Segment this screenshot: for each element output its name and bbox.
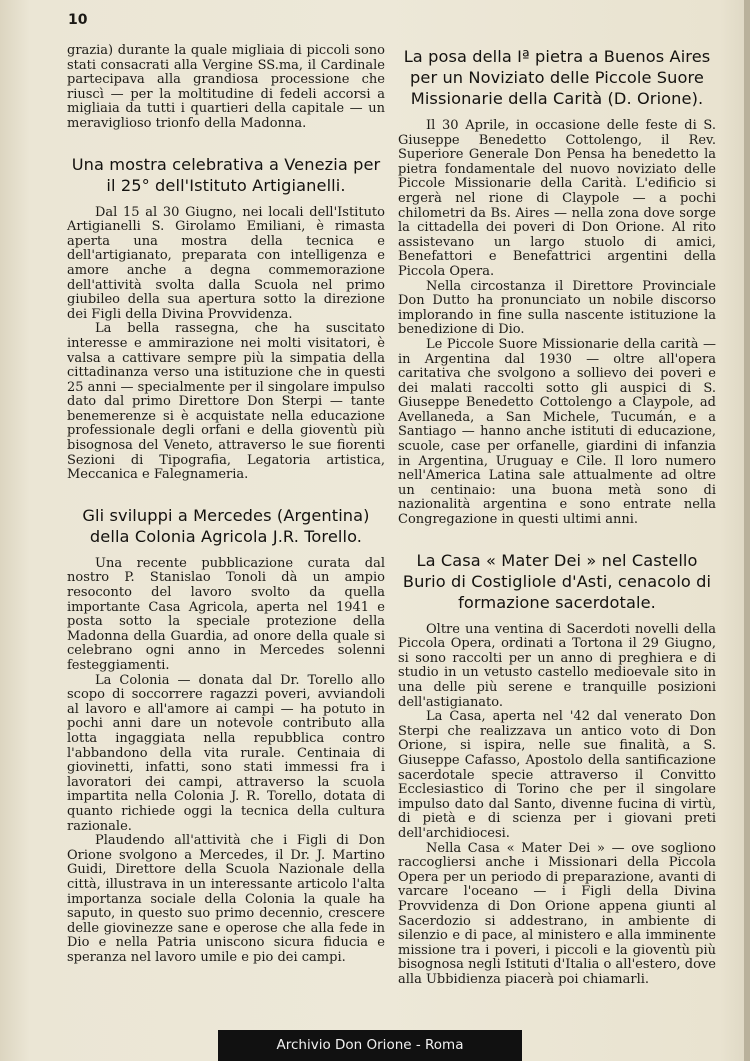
page-edge-shadow — [744, 0, 750, 1061]
article-venezia-paragraph: La bella rassegna, che ha suscitato interesse e ammirazione nei molti visitatori, è valsa a cattivare sempre più la simpatia della cittadinanza verso una istituzione che in questi 25 anni — specialmente per il singolare impulso dato dal primo Direttore Don Sterpi — tante benemerenze si è acquistate nella educazione professionale degli orfani e della gioventù più bisognosa del Veneto, attraverso le sue fiorenti Sezioni di Tipografia, Legatoria artistica, Meccanica e Falegnameria. — [67, 321, 386, 483]
page-number: 10 — [68, 12, 88, 28]
left-column — [67, 44, 385, 965]
intro-paragraph: grazia) durante la quale migliaia di piccoli sono stati consacrati alla Vergine SS.ma, il Cardinale partecipava alla grandiosa processione che riuscì — per la moltitudine di fedeli accorsi a migliaia da tutti i quartieri della capitale — un meraviglioso trionfo della Madonna. — [67, 43, 385, 131]
article-venezia-title: Una mostra celebrativa a Venezia per il 25° dell'Istituto Artigianelli. — [71, 154, 381, 195]
article-buenos-aires-paragraph: Le Piccole Suore Missionarie della carità — in Argentina dal 1930 — oltre all'opera caritativa che svolgono a sollievo dei poveri e dei malati raccolti sotto gli auspici di S. Giuseppe Benedetto Cottolengo a Claypole, ad Avellaneda, a San Michele, Tucumán, e a Santiago — hanno anche istituti di educazione, scuole, case per orfanelle, giardini di infanzia in Argentina, Uruguay e Cile. Il loro numero nell'America Latina sale attualmente ad oltre un centinaio: una buona metà sono di nazionalità argentina e sono entrate nella Congregazione in questi ultimi anni. — [398, 336, 716, 528]
article-mercedes-paragraph: Una recente pubblicazione curata dal nostro P. Stanislao Tonoli dà un ampio resoconto del lavoro svolto da quella importante Casa Agricola, aperta nel 1941 e posta sotto la speciale protezione della Madonna della Guardia, ad onore della quale si celebrano ogni anno in Mercedes solenni festeggiamenti. — [67, 555, 385, 673]
article-mater-dei-paragraph: La Casa, aperta nel '42 dal venerato Don Sterpi che realizzava un antico voto di Don Orione, si ispira, nelle sue finalità, a S. Giuseppe Cafasso, Apostolo della santificazione sacerdotale specie attraverso il Convitto Ecclesiastico di Torino che per il singolare impulso dato dal Santo, divenne fucina di virtù, di pietà e di scienza per i giovani preti dell'archidiocesi. — [398, 709, 716, 841]
article-mater-dei-paragraph: Nella Casa « Mater Dei » — ove sogliono raccogliersi anche i Missionari della Piccola Opera per un periodo di preparazione, avanti di varcare l'oceano — i Figli della Divina Provvidenza di Don Orione appena giunti al Sacerdozio si addestrano, in ambiente di silenzio e di pace, al ministero e alla imminente missione tra i poveri, i piccoli e la gioventù più bisognosa negli Istituti d'Italia o all'estero, dove alla Ubbidienza piacerà poi chiamarli. — [398, 840, 716, 987]
article-mercedes-paragraph: Plaudendo all'attività che i Figli di Don Orione svolgono a Mercedes, il Dr. J. Martino Guidi, Direttore della Scuola Nazionale della città, illustrava in un interessante articolo l'alta importanza sociale della Colonia la quale ha saputo, in questo suo primo decennio, crescere delle giovinezze sane e operose che alla fede in Dio e nella Patria uniscono sicura fiducia e speranza nel lavoro umile e pio dei campi. — [67, 833, 385, 965]
article-buenos-aires-paragraph: Nella circostanza il Direttore Provinciale Don Dutto ha pronunciato un nobile discorso implorando in fine sulla nascente istituzione la benedizione di Dio. — [398, 278, 716, 338]
right-column — [398, 46, 716, 987]
article-mercedes-paragraph: La Colonia — donata dal Dr. Torello allo scopo di soccorrere ragazzi poveri, avviandoli al lavoro e all'amore ai campi — ha potuto in pochi anni dare un notevole contributo alla lotta ingaggiata nella repubblica contro l'abbandono della vita rurale. Centinaia di giovinetti, infatti, sono stati immessi fra i lavoratori dei campi, attraverso la scuola impartita nella Colonia J. R. Torello, dotata di quanto richiede oggi la tecnica della cultura razionale. — [67, 672, 385, 834]
article-mater-dei-paragraph: Oltre una ventina di Sacerdoti novelli della Piccola Opera, ordinati a Tortona il 29 Giugno, si sono raccolti per un anno di preghiera e di studio in un vetusto castello medioevale sito in una delle più serene e tranquille posizioni dell'astigianato. — [398, 621, 716, 710]
article-mater-dei-title: La Casa « Mater Dei » nel Castello Burio di Costigliole d'Asti, cenacolo di formazione sacerdotale. — [402, 550, 712, 612]
archive-footer-label: Archivio Don Orione - Roma — [218, 1030, 522, 1061]
article-buenos-aires-title: La posa della Iª pietra a Buenos Aires per un Noviziato delle Piccole Suore Missionarie della Carità (D. Orione). — [403, 47, 711, 108]
article-mercedes-title: Gli sviluppi a Mercedes (Argentina) della Colonia Agricola J.R. Torello. — [82, 505, 370, 546]
article-buenos-aires-paragraph: Il 30 Aprile, in occasione delle feste di S. Giuseppe Benedetto Cottolengo, il Rev. Superiore Generale Don Pensa ha benedetto la pietra fondamentale del nuovo noviziato delle Piccole Missionarie della Carità. L'edificio si ergerà nel rione di Claypole — a pochi chilometri da Bs. Aires — nella zona dove sorge la cittadella dei poveri di Don Orione. Al rito assistevano un largo stuolo di amici, Benefattori e Benefattrici argentini della Piccola Opera. — [398, 118, 716, 279]
article-venezia-paragraph: Dal 15 al 30 Giugno, nei locali dell'Istituto Artigianelli S. Girolamo Emiliani, è rimasta aperta una mostra della tecnica e dell'artigianato, preparata con intelligenza e amore anche a degna commemorazione dell'attività svolta dalla Scuola nel primo giubileo della sua apertura sotto la direzione dei Figli della Divina Provvidenza. — [67, 204, 385, 322]
